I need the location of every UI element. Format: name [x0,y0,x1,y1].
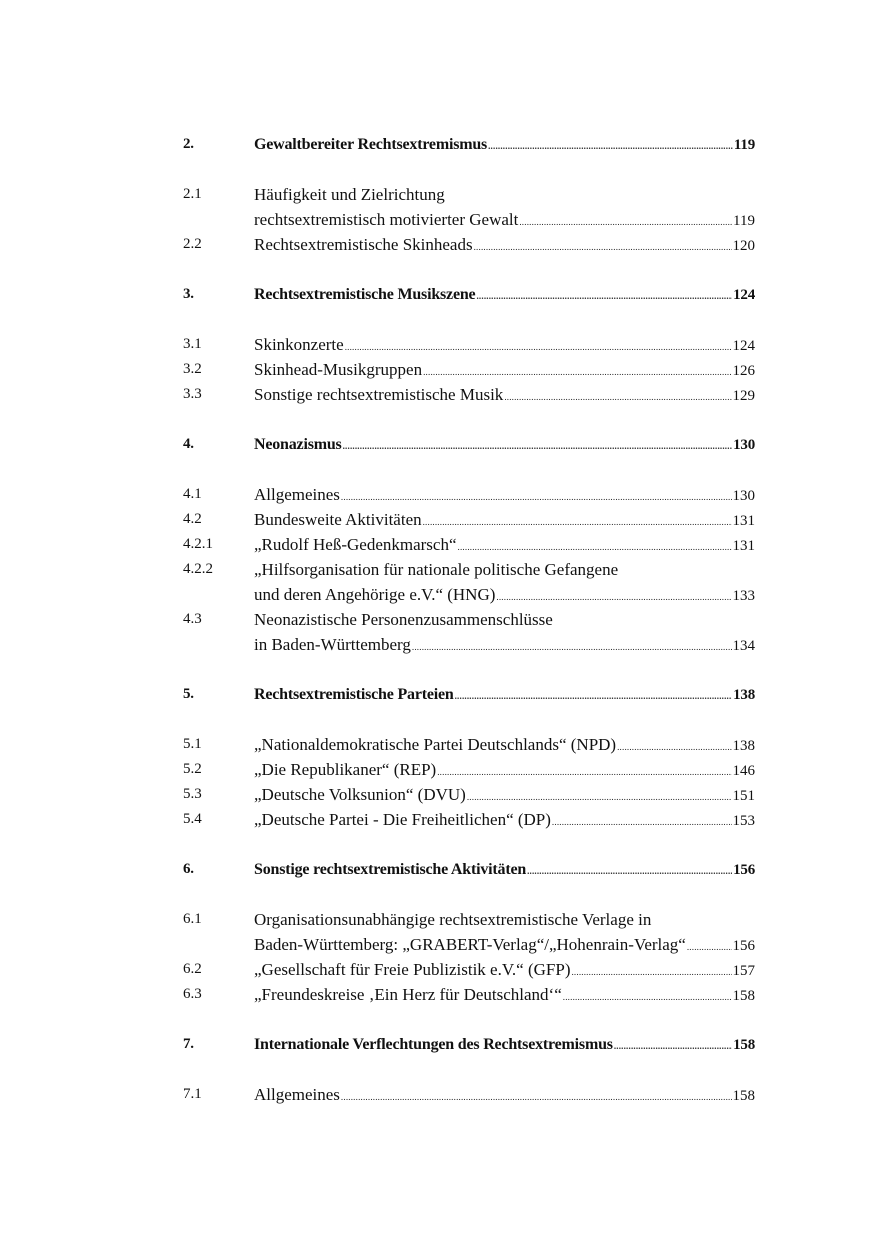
toc-entry[interactable] [183,357,755,382]
toc-title: Baden-Württemberg: „GRABERT-Verlag“/„Hohenrain-Verlag“ [254,935,686,954]
dot-leader [341,1085,732,1110]
toc-page-number: 126 [732,363,755,379]
toc-title: „Deutsche Volksunion“ (DVU) [254,785,466,804]
toc-page-number: 119 [733,137,755,153]
toc-page-number: 124 [733,287,755,303]
toc-number: 6.3 [183,986,202,1002]
dot-leader [412,635,732,660]
toc-number: 4.2.2 [183,561,213,577]
toc-number: 6.2 [183,961,202,977]
toc-title: Rechtsextremistische Musikszene [254,286,476,303]
toc-title: „Nationaldemokratische Partei Deutschlands“ (NPD) [254,735,617,754]
section-gap [183,1007,755,1032]
toc-page-number: 131 [732,513,755,529]
toc-title: Sonstige rechtsextremistische Musik [254,385,504,404]
toc-number: 5. [183,686,194,702]
toc-title: Skinhead-Musikgruppen [254,360,423,379]
toc-title: Internationale Verflechtungen des Rechtsextremismus [254,1036,613,1053]
toc-title: „Gesellschaft für Freie Publizistik e.V.“ (GFP) [254,960,571,979]
section-gap [183,157,755,182]
toc-number: 5.4 [183,811,202,827]
toc-number: 3.1 [183,336,202,352]
section-gap [183,707,755,732]
toc-page-number: 158 [733,1037,755,1053]
toc-chapter[interactable] [183,857,755,882]
toc-page-number: 146 [732,763,755,779]
toc-title: „Freundeskreise ‚Ein Herz für Deutschland‘“ [254,985,562,1004]
toc-entry[interactable] [183,757,755,782]
toc-title: Neonazismus [254,436,342,453]
toc-number: 4.1 [183,486,202,502]
toc-page-number: 124 [732,338,755,354]
section-gap [183,657,755,682]
toc-page-number: 157 [732,963,755,979]
dot-leader [455,684,732,709]
dot-leader [563,985,732,1010]
toc-title: „Deutsche Partei - Die Freiheitlichen“ (DP) [254,810,551,829]
toc-chapter[interactable] [183,682,755,707]
toc-page-number: 133 [732,588,755,604]
toc-number: 3. [183,286,194,302]
toc-entry[interactable] [183,332,755,357]
toc-entry[interactable] [183,607,755,657]
dot-leader [552,810,732,835]
dot-leader [504,385,731,410]
toc-number: 4.2.1 [183,536,213,552]
section-gap [183,882,755,907]
toc-page-number: 134 [732,638,755,654]
toc-entry[interactable] [183,907,755,957]
toc-number: 5.3 [183,786,202,802]
toc-number: 3.3 [183,386,202,402]
toc-page-number: 130 [733,437,755,453]
toc-entry[interactable] [183,532,755,557]
toc-number: 3.2 [183,361,202,377]
dot-leader [476,284,732,309]
toc-entry[interactable] [183,1082,755,1107]
toc-page-number: 158 [732,988,755,1004]
toc-title: in Baden-Württemberg [254,635,411,654]
dot-leader [474,235,732,260]
toc-entry[interactable] [183,182,755,232]
toc-number: 4.2 [183,511,202,527]
toc-page-number: 156 [732,938,755,954]
toc-title: Skinkonzerte [254,335,344,354]
toc-number: 5.1 [183,736,202,752]
toc-page-number: 129 [732,388,755,404]
toc-title: „Hilfsorganisation für nationale politische Gefangene [254,560,619,579]
section-gap [183,457,755,482]
toc-title: Häufigkeit und Zielrichtung [254,185,445,204]
toc-entry[interactable] [183,482,755,507]
toc-page-number: 153 [732,813,755,829]
toc-page-number: 120 [732,238,755,254]
dot-leader [614,1034,732,1059]
toc-chapter[interactable] [183,432,755,457]
toc-chapter[interactable] [183,1032,755,1057]
section-gap [183,832,755,857]
toc-title: Rechtsextremistische Skinheads [254,235,473,254]
toc-title: Allgemeines [254,1085,340,1104]
dot-leader [488,134,733,159]
toc-number: 6. [183,861,194,877]
dot-leader [343,434,733,459]
toc-number: 2. [183,136,194,152]
toc-entry[interactable] [183,507,755,532]
toc-entry[interactable] [183,382,755,407]
toc-page-number: 151 [732,788,755,804]
toc-title: und deren Angehörige e.V.“ (HNG) [254,585,496,604]
toc-number: 4.3 [183,611,202,627]
toc-title: Organisationsunabhängige rechtsextremistische Verlage in [254,910,652,929]
toc-entry[interactable] [183,957,755,982]
toc-page-number: 131 [732,538,755,554]
toc-title: Bundesweite Aktivitäten [254,510,422,529]
section-gap [183,1057,755,1082]
toc-title: „Rudolf Heß-Gedenkmarsch“ [254,535,457,554]
toc-number: 6.1 [183,911,202,927]
dot-leader [527,859,732,884]
toc-title: „Die Republikaner“ (REP) [254,760,437,779]
toc-number: 7.1 [183,1086,202,1102]
toc-chapter[interactable] [183,282,755,307]
section-gap [183,307,755,332]
toc-title: Sonstige rechtsextremistische Aktivitäten [254,861,527,878]
section-gap [183,407,755,432]
toc-page-number: 130 [732,488,755,504]
toc-entry[interactable] [183,557,755,607]
toc-title: Gewaltbereiter Rechtsextremismus [254,136,488,153]
toc-page-number: 158 [732,1088,755,1104]
toc-title: rechtsextremistisch motivierter Gewalt [254,210,519,229]
toc-number: 2.2 [183,236,202,252]
toc-number: 7. [183,1036,194,1052]
toc-title: Rechtsextremistische Parteien [254,686,454,703]
toc-page-number: 138 [733,687,755,703]
toc-number: 2.1 [183,186,202,202]
toc-chapter[interactable] [183,132,755,157]
toc-number: 4. [183,436,194,452]
toc-page-number: 138 [732,738,755,754]
toc-title: Neonazistische Personenzusammenschlüsse [254,610,553,629]
toc-title: Allgemeines [254,485,340,504]
toc-entry[interactable] [183,982,755,1007]
toc-entry[interactable] [183,232,755,257]
toc-entry[interactable] [183,732,755,757]
table-of-contents [183,132,755,1107]
section-gap [183,257,755,282]
toc-entry[interactable] [183,807,755,832]
toc-page-number: 156 [733,862,755,878]
toc-page-number: 119 [733,213,755,229]
toc-number: 5.2 [183,761,202,777]
toc-entry[interactable] [183,782,755,807]
